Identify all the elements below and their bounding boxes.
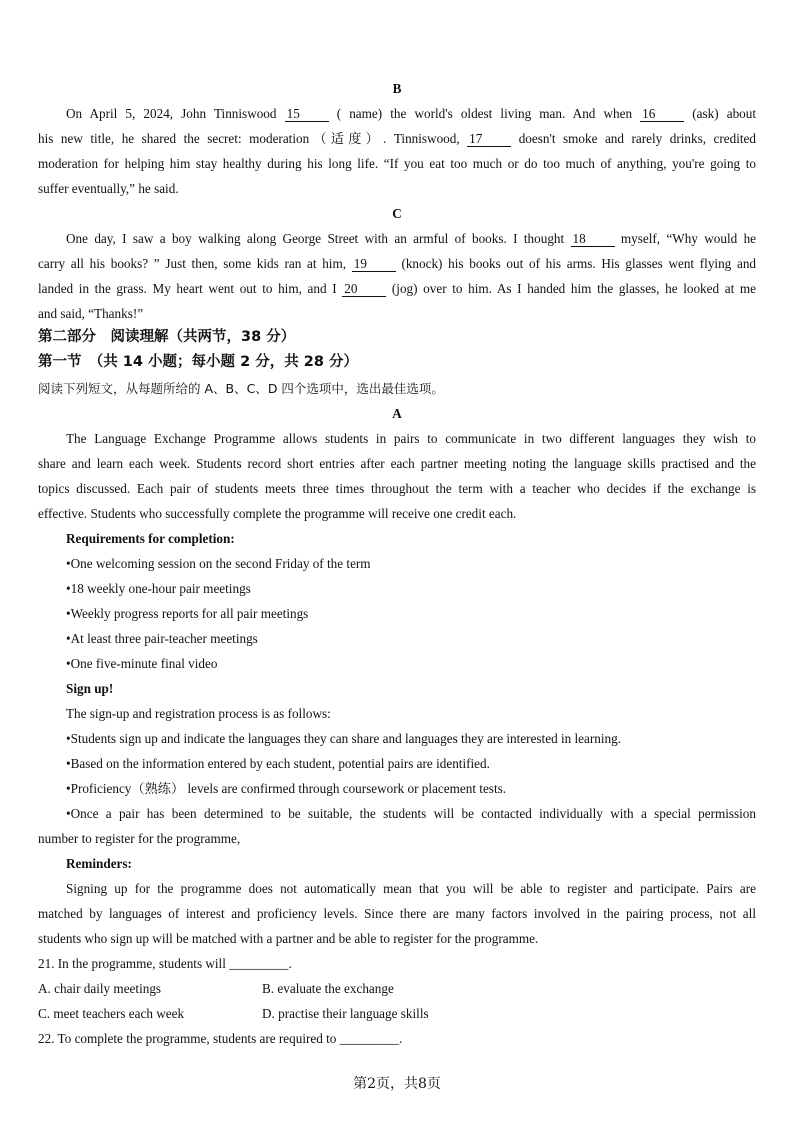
blank-20: 20 xyxy=(342,281,386,297)
requirement-item: •Weekly progress reports for all pair meetings xyxy=(66,606,309,621)
blank-18: 18 xyxy=(571,231,615,247)
blank-15: 15 xyxy=(285,106,329,122)
requirement-item: •18 weekly one-hour pair meetings xyxy=(66,581,251,596)
blank-17: 17 xyxy=(467,131,511,147)
signup-item-4-line-1: •Once a pair has been determined to be suitable, the students will be contacted individually with a special permission xyxy=(66,806,756,821)
passage-a-p1-line-2: share and learn each week. Students record short entries after each partner meeting noting the language skills practised and the xyxy=(38,456,756,471)
reminders-line-3: students who sign up will be matched with a partner and be able to register for the programme. xyxy=(38,931,539,946)
section-c-line-4: and said, “Thanks!” xyxy=(38,306,144,321)
signup-heading: Sign up! xyxy=(66,681,114,696)
signup-intro: The sign-up and registration process is as follows: xyxy=(66,706,331,721)
requirement-item: •At least three pair-teacher meetings xyxy=(66,631,258,646)
passage-a-p1-line-4: effective. Students who successfully complete the programme will receive one credit each. xyxy=(38,506,517,521)
section-c-heading: C xyxy=(392,206,402,221)
page-number: 第2页，共8页 xyxy=(353,1076,441,1092)
option-21-d: D. practise their language skills xyxy=(262,1006,429,1021)
signup-item: •Proficiency（熟练） levels are confirmed through coursework or placement tests. xyxy=(66,781,507,796)
blank-19: 19 xyxy=(352,256,396,272)
option-21-b: B. evaluate the exchange xyxy=(262,981,394,996)
reminders-line-2: matched by languages of interest and proficiency levels. Since there are many factors involved in the pairing process, not all xyxy=(38,906,756,921)
section-c-line-3: landed in the grass. My heart went out to him, and I 20 (jog) over to him. As I handed him the glasses, he looked at me xyxy=(38,281,756,296)
section-c-line-2: carry all his books? ” Just then, some kids ran at him, 19 (knock) his books out of his arms. His glasses went flying and xyxy=(38,256,757,271)
section-b-line-4: suffer eventually,” he said. xyxy=(38,181,179,196)
section-b-heading: B xyxy=(392,81,402,96)
question-22: 22. To complete the programme, students are required to _________. xyxy=(38,1031,403,1046)
requirement-item: •One five-minute final video xyxy=(66,656,218,671)
passage-a-heading: A xyxy=(392,406,402,421)
reminders-line-1: Signing up for the programme does not automatically mean that you will be able to register and participate. Pairs are xyxy=(66,881,756,896)
passage-a-p1-line-1: The Language Exchange Programme allows students in pairs to communicate in two different languages they wish to xyxy=(66,431,756,446)
requirement-item: •One welcoming session on the second Friday of the term xyxy=(66,556,371,571)
section-1-title: 第一节 （共 14 小题；每小题 2 分，共 28 分） xyxy=(38,354,358,370)
section-b-line-2: his new title, he shared the secret: moderation（适度）. Tinniswood, 17 doesn't smoke and rarely drinks, credited xyxy=(38,131,756,146)
option-21-a: A. chair daily meetings xyxy=(38,981,162,996)
blank-16: 16 xyxy=(640,106,684,122)
part-2-title: 第二部分 阅读理解（共两节，38 分） xyxy=(38,329,296,345)
question-21: 21. In the programme, students will _________. xyxy=(38,956,292,971)
signup-item: •Based on the information entered by each student, potential pairs are identified. xyxy=(66,756,490,771)
requirements-heading: Requirements for completion: xyxy=(66,531,235,546)
instructions: 阅读下列短文，从每题所给的 A、B、C、D 四个选项中，选出最佳选项。 xyxy=(38,381,444,396)
section-b-line-1: On April 5, 2024, John Tinniswood 15 ( name) the world's oldest living man. And when 16 (ask) about xyxy=(66,106,757,121)
passage-a-p1-line-3: topics discussed. Each pair of students meets three times throughout the term with a teacher who decides if the exchange is xyxy=(38,481,756,496)
reminders-heading: Reminders: xyxy=(66,856,132,871)
option-21-c: C. meet teachers each week xyxy=(38,1006,185,1021)
section-b-line-3: moderation for helping him stay healthy during his long life. “If you eat too much or do too much of anything, you're going to xyxy=(38,156,756,171)
signup-item: •Students sign up and indicate the languages they can share and languages they are interested in learning. xyxy=(66,731,622,746)
signup-item-4-line-2: number to register for the programme, xyxy=(38,831,241,846)
section-c-line-1: One day, I saw a boy walking along George Street with an armful of books. I thought 18 myself, “Why would he xyxy=(66,231,757,246)
